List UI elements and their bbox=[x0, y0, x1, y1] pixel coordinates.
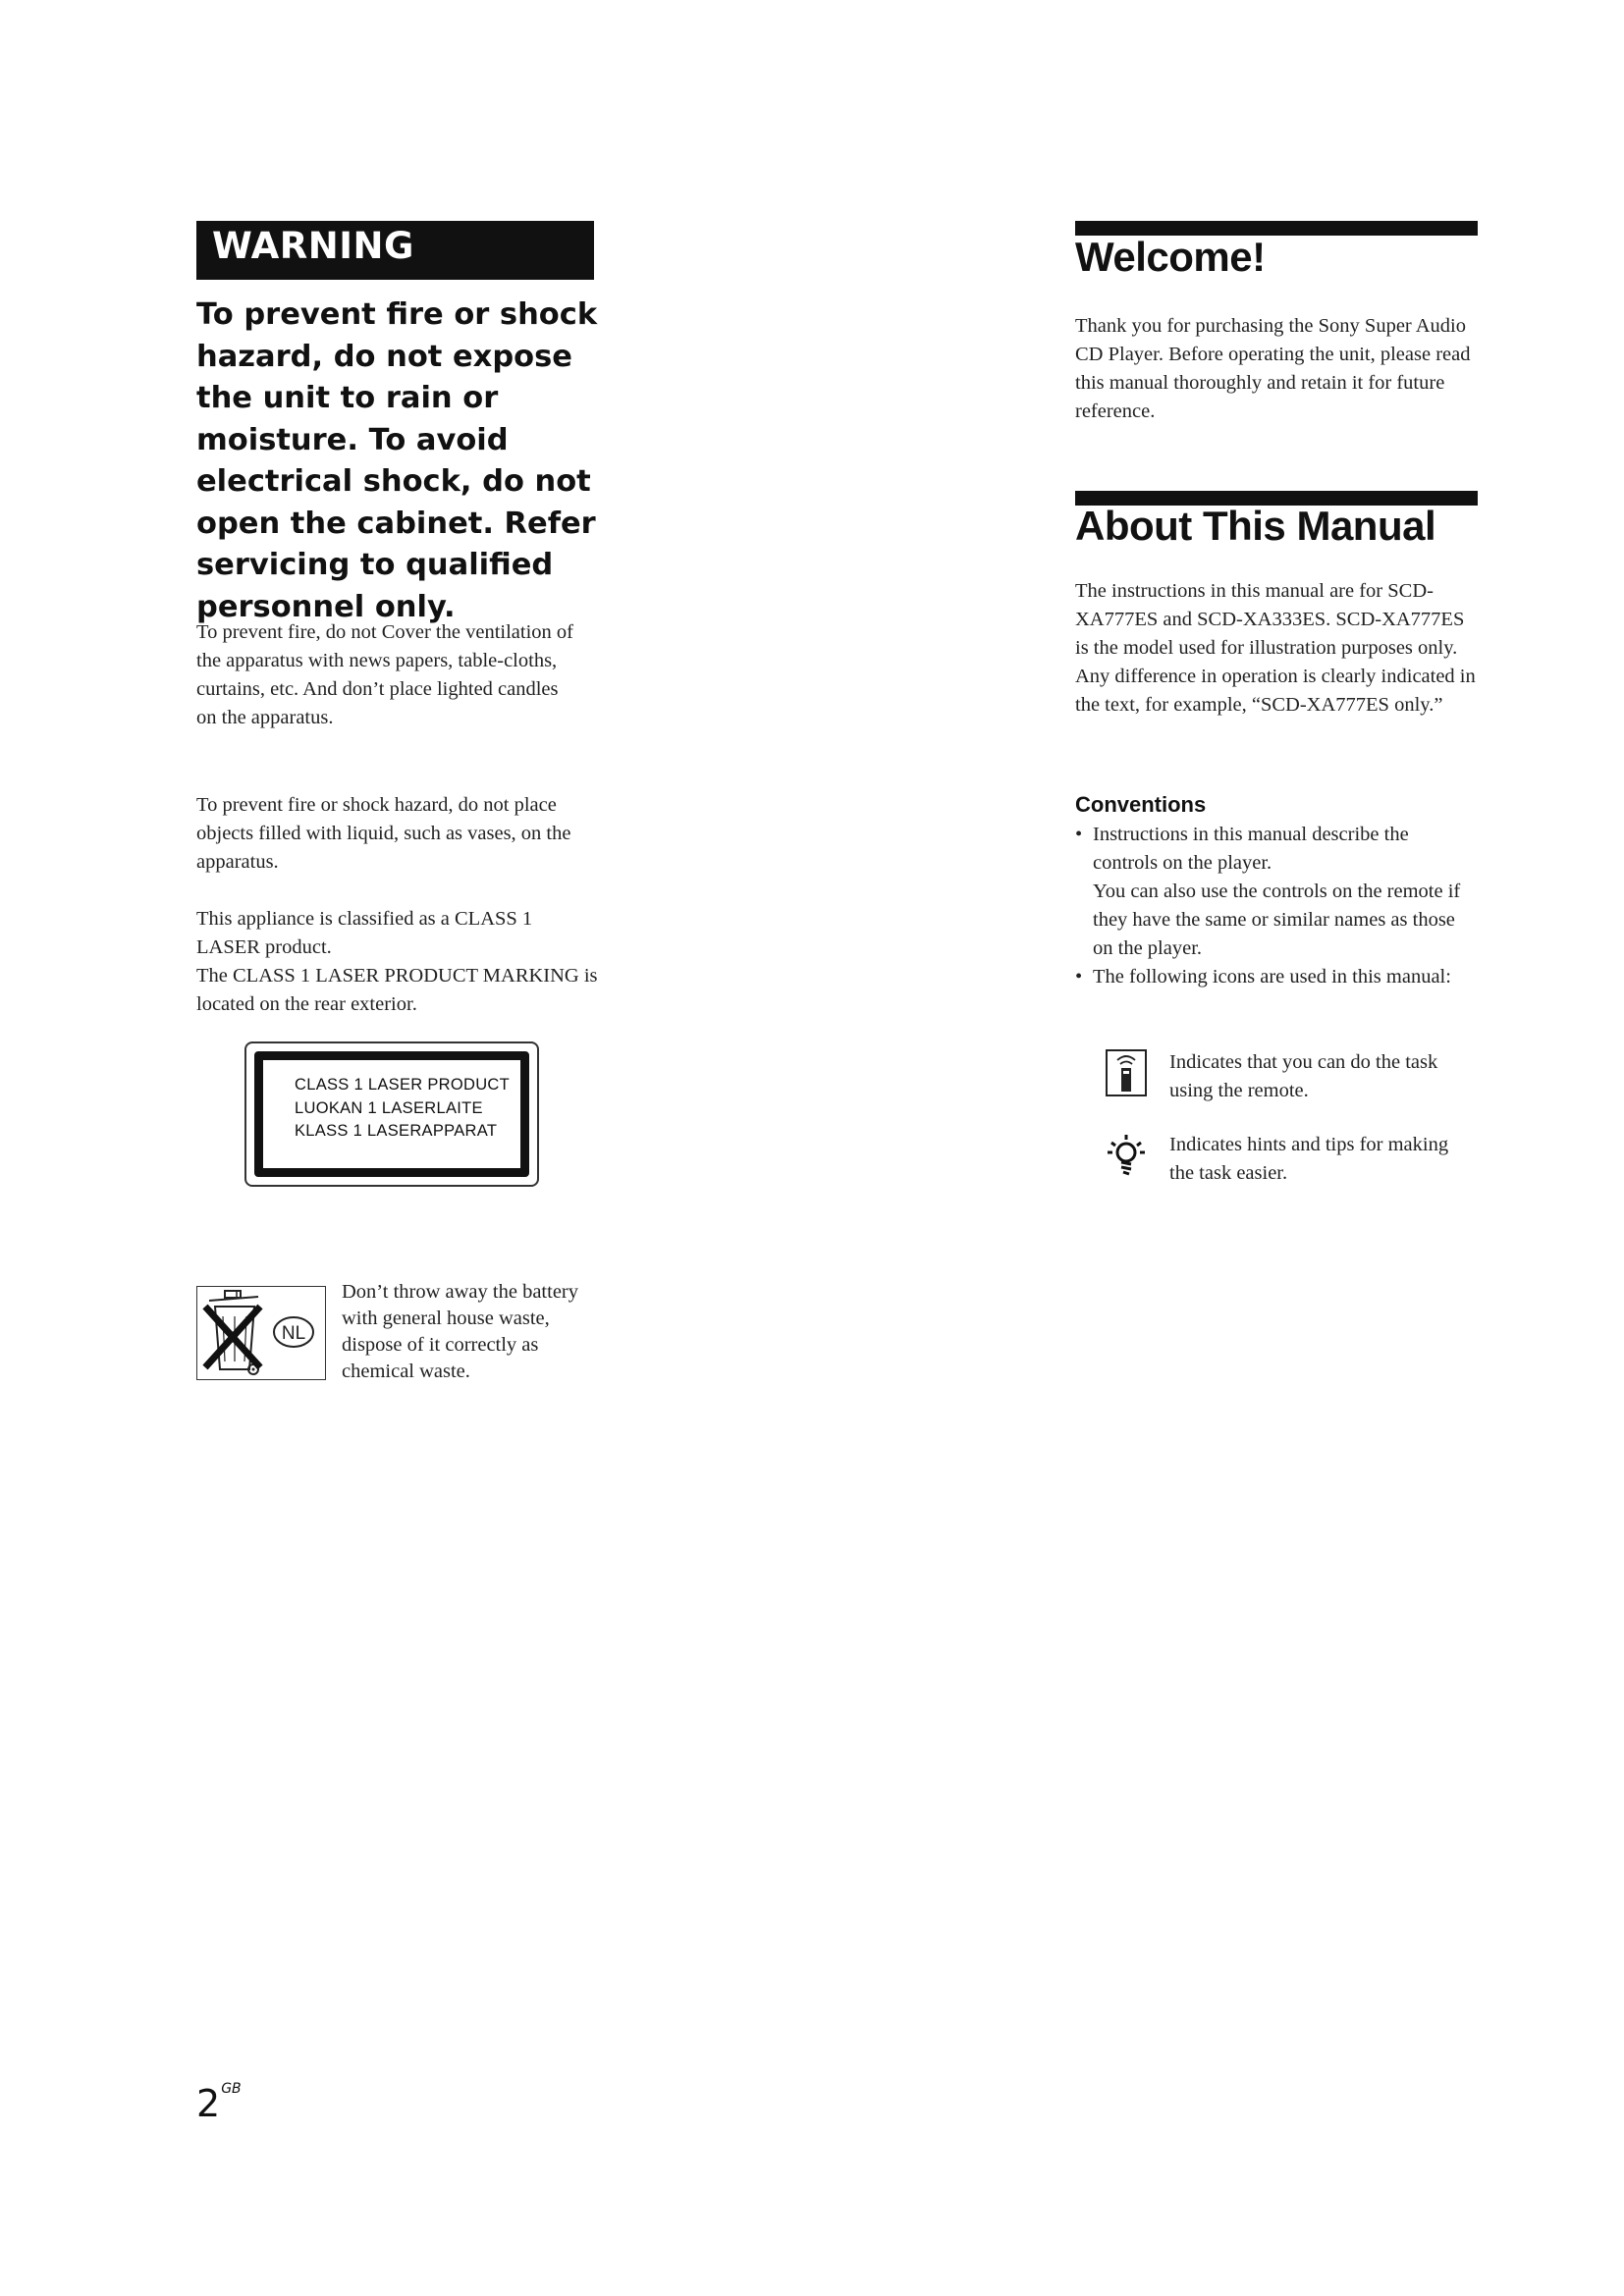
laser-label-frame bbox=[254, 1051, 529, 1177]
laser-label-line: KLASS 1 LASERAPPARAT bbox=[295, 1122, 498, 1140]
lightbulb-icon bbox=[1105, 1131, 1148, 1180]
page-number-value: 2 bbox=[196, 2082, 221, 2125]
fire-safety-paragraph: To prevent fire, do not Cover the ventilation of the apparatus with news papers, table-cloths, curtains, etc. And don’t place lighted candles on the apparatus. bbox=[196, 621, 573, 728]
conventions-item bbox=[1075, 963, 1478, 991]
laser-product-label bbox=[244, 1041, 539, 1187]
conventions-heading: Conventions bbox=[1075, 792, 1207, 817]
page-number bbox=[196, 2081, 242, 2125]
laser-label-line: LUOKAN 1 LASERLAITE bbox=[295, 1098, 483, 1117]
welcome-paragraph: Thank you for purchasing the Sony Super Audio CD Player. Before operating the unit, please read this manual thoroughly and retain it for future reference. bbox=[1075, 315, 1471, 422]
warning-heading: WARNING bbox=[212, 225, 414, 267]
warning-banner bbox=[196, 221, 594, 280]
laser-class-paragraph bbox=[196, 905, 599, 1019]
remote-icon-description: Indicates that you can do the task using the remote. bbox=[1169, 1051, 1438, 1101]
about-manual-paragraph: The instructions in this manual are for SCD-XA777ES and SCD-XA333ES. SCD-XA777ES is the model used for illustration purposes only. Any difference in operation is clearly indicated in the text, for example, “SCD-XA777ES only.” bbox=[1075, 580, 1476, 716]
battery-icon-text: NL bbox=[281, 1323, 306, 1344]
conventions-item-text: • Instructions in this manual describe the controls on the player. bbox=[1093, 824, 1409, 874]
laser-class-line: This appliance is classified as a CLASS 1 LASER product. bbox=[196, 908, 533, 958]
laser-label-text bbox=[295, 1074, 510, 1144]
page-language-suffix: GB bbox=[221, 2081, 242, 2097]
conventions-item-text: • The following icons are used in this manual: bbox=[1093, 966, 1451, 988]
hint-icon-description: Indicates hints and tips for making the task easier. bbox=[1169, 1134, 1449, 1184]
warning-lead-text: To prevent fire or shock hazard, do not expose the unit to rain or moisture. To avoid electrical shock, do not open the cabinet. Refer servicing to qualified personnel only. bbox=[196, 297, 598, 624]
battery-disposal-icon bbox=[196, 1286, 326, 1380]
conventions-item-text: You can also use the controls on the remote if they have the same or similar names as those on the player. bbox=[1093, 881, 1461, 959]
remote-icon bbox=[1105, 1048, 1148, 1097]
laser-label-line: CLASS 1 LASER PRODUCT bbox=[295, 1076, 511, 1094]
about-manual-heading: About This Manual bbox=[1075, 503, 1436, 549]
liquid-safety-paragraph: To prevent fire or shock hazard, do not place objects filled with liquid, such as vases, on the apparatus. bbox=[196, 794, 571, 873]
welcome-heading: Welcome! bbox=[1075, 234, 1266, 280]
conventions-list bbox=[1075, 821, 1478, 991]
battery-disposal-note: Don’t throw away the battery with general house waste, dispose of it correctly as chemical waste. bbox=[342, 1281, 578, 1382]
crossed-bin-icon bbox=[197, 1287, 324, 1378]
conventions-item bbox=[1075, 821, 1478, 963]
laser-marking-line: The CLASS 1 LASER PRODUCT MARKING is located on the rear exterior. bbox=[196, 965, 598, 1015]
